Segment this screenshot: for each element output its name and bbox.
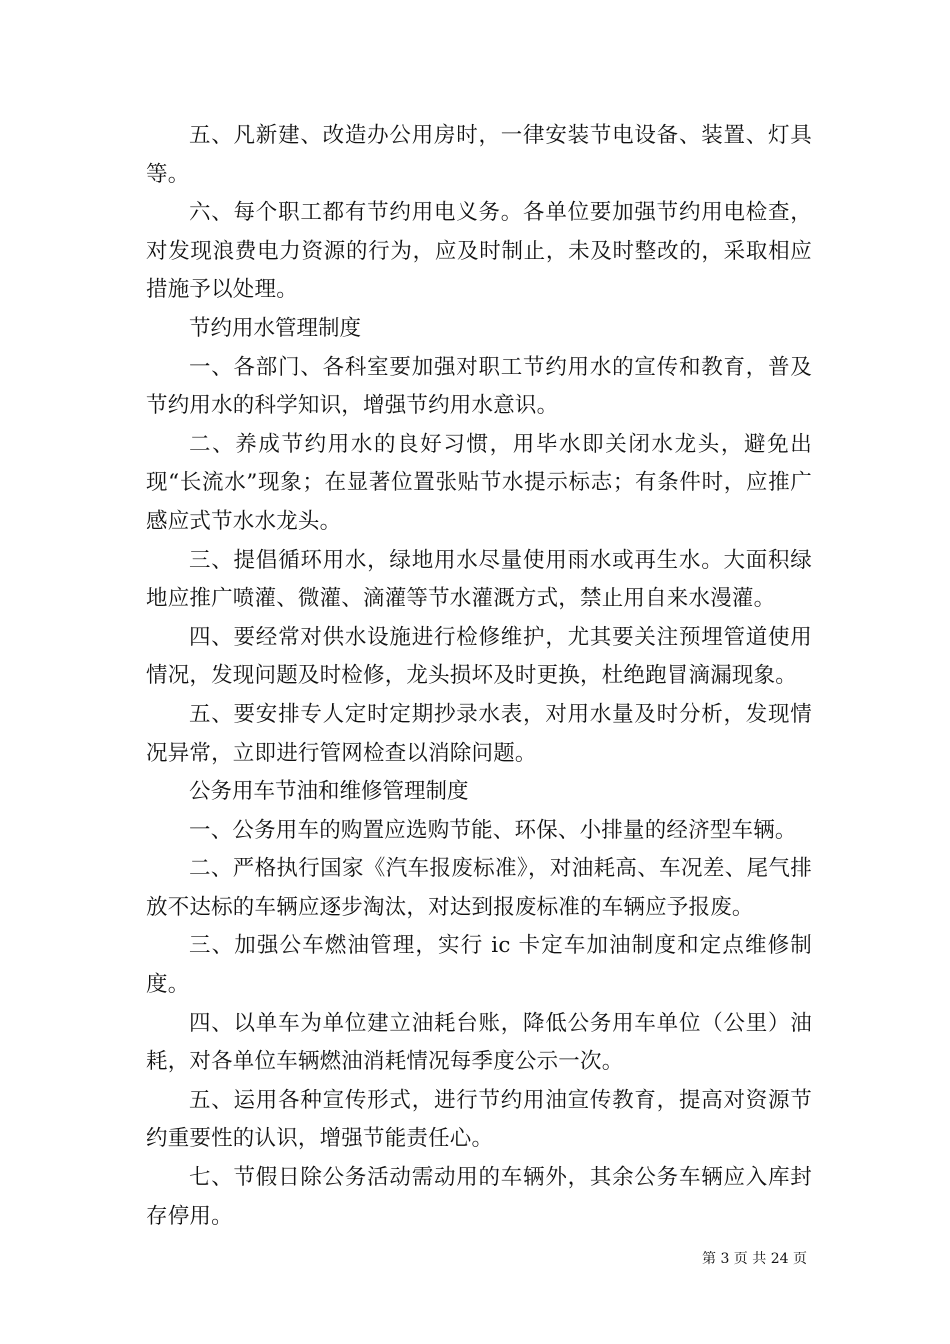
paragraph: 七、节假日除公务活动需动用的车辆外，其余公务车辆应入库封存停用。 xyxy=(146,1165,812,1229)
paragraph: 五、要安排专人定时定期抄录水表，对用水量及时分析，发现情况异常，立即进行管网检查以消除问题。 xyxy=(146,701,812,766)
section-heading: 公务用车节油和维修管理制度 xyxy=(189,779,469,805)
document-body xyxy=(146,117,812,1236)
section-heading: 节约用水管理制度 xyxy=(189,315,362,341)
paragraph: 五、运用各种宣传形式，进行节约用油宣传教育，提高对资源节约重要性的认识，增强节能责任心。 xyxy=(146,1087,812,1152)
paragraph: 四、以单车为单位建立油耗台账，降低公务用车单位（公里）油耗，对各单位车辆燃油消耗情况每季度公示一次。 xyxy=(146,1010,812,1075)
paragraph: 三、提倡循环用水，绿地用水尽量使用雨水或再生水。大面积绿地应推广喷灌、微灌、滴灌等节水灌溉方式，禁止用自来水漫灌。 xyxy=(146,547,812,612)
paragraph: 六、每个职工都有节约用电义务。各单位要加强节约用电检查，对发现浪费电力资源的行为，应及时制止，未及时整改的，采取相应措施予以处理。 xyxy=(146,200,812,303)
paragraph: 三、加强公车燃油管理，实行 ic 卡定车加油制度和定点维修制度。 xyxy=(146,933,812,998)
paragraph: 四、要经常对供水设施进行检修维护，尤其要关注预埋管道使用情况，发现问题及时检修，龙头损坏及时更换，杜绝跑冒滴漏现象。 xyxy=(146,624,812,689)
page-number: 第 3 页 共 24 页 xyxy=(702,1251,807,1267)
paragraph: 一、各部门、各科室要加强对职工节约用水的宣传和教育，普及节约用水的科学知识，增强节约用水意识。 xyxy=(146,354,812,419)
paragraph: 二、严格执行国家《汽车报废标准》，对油耗高、车况差、尾气排放不达标的车辆应逐步淘汰，对达到报废标准的车辆应予报废。 xyxy=(146,856,812,920)
paragraph: 五、凡新建、改造办公用房时，一律安装节电设备、装置、灯具等。 xyxy=(146,123,812,187)
paragraph: 一、公务用车的购置应选购节能、环保、小排量的经济型车辆。 xyxy=(189,817,797,843)
paragraph: 二、养成节约用水的良好习惯，用毕水即关闭水龙头，避免出现“长流水”现象；在显著位置张贴节水提示标志；有条件时，应推广感应式节水水龙头。 xyxy=(146,431,812,534)
